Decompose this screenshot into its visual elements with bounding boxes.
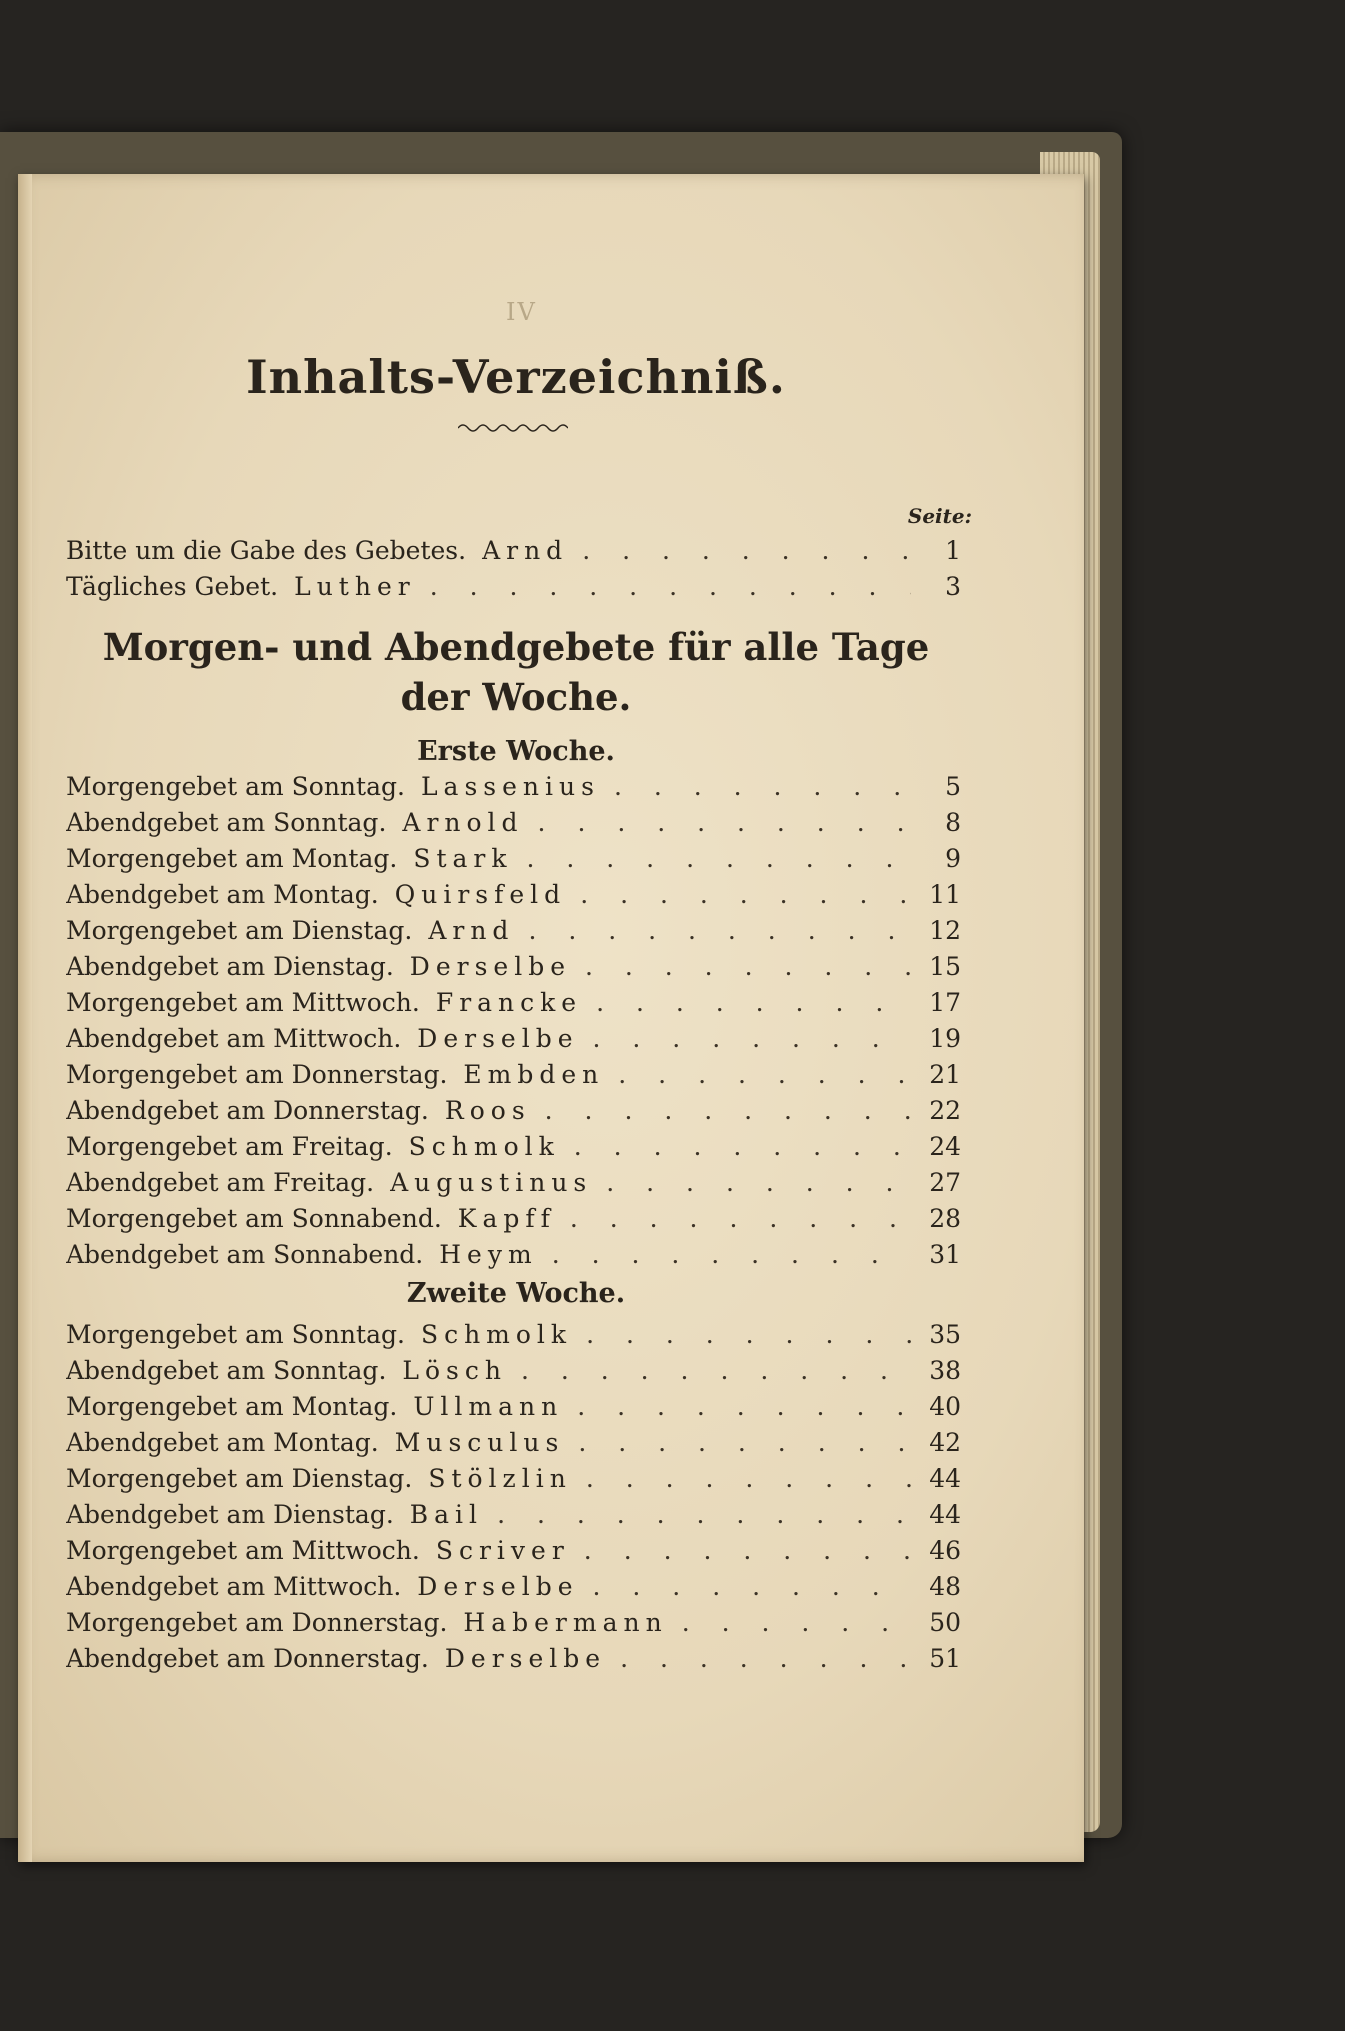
entry-title: Bitte um die Gabe des Gebetes.	[66, 536, 467, 565]
entry-page: 46	[929, 1536, 961, 1565]
leader-dots	[430, 572, 911, 601]
entry-author: Schmolk	[420, 1320, 573, 1349]
entry-author: Bail	[409, 1500, 484, 1529]
toc-entry	[66, 916, 961, 950]
entry-page: 5	[945, 772, 961, 801]
page-title: Inhalts-Verzeichniß.	[246, 350, 786, 404]
entry-author: Scriver	[435, 1536, 570, 1565]
entry-title: Morgengebet am Sonntag.	[66, 1320, 405, 1349]
leader-dots	[528, 916, 911, 945]
leader-dots	[582, 536, 911, 565]
entry-title: Tägliches Gebet.	[66, 572, 279, 601]
entry-author: Augustinus	[390, 1168, 593, 1197]
entry-page: 48	[929, 1572, 961, 1601]
toc-entry	[66, 988, 961, 1022]
entry-title: Abendgebet am Montag.	[66, 880, 379, 909]
page-gutter	[18, 174, 32, 1862]
entry-author: Lassenius	[420, 772, 600, 801]
entry-author: Embden	[463, 1060, 605, 1089]
leader-dots	[682, 1608, 911, 1637]
entry-page: 35	[929, 1320, 961, 1349]
entry-title: Morgengebet am Freitag.	[66, 1132, 393, 1161]
toc-entry	[66, 844, 961, 878]
section-title: Morgen- und Abendgebete für alle Tage der Woche.	[102, 625, 930, 719]
entry-title: Morgengebet am Sonntag.	[66, 772, 405, 801]
toc-entry	[66, 808, 961, 842]
toc-entry	[66, 1356, 961, 1390]
toc-entry	[66, 1572, 961, 1606]
ornament-divider	[458, 422, 568, 434]
entry-title: Abendgebet am Dienstag.	[66, 952, 394, 981]
toc-entry	[66, 772, 961, 806]
entry-author: Kapff	[457, 1204, 556, 1233]
toc-entry	[66, 1240, 961, 1274]
entry-page: 11	[929, 880, 961, 909]
leader-dots	[570, 1204, 911, 1233]
entry-author: Ullmann	[413, 1392, 564, 1421]
toc-entry	[66, 1500, 961, 1534]
leader-dots	[545, 1096, 911, 1125]
leader-dots	[497, 1500, 911, 1529]
entry-title: Abendgebet am Donnerstag.	[66, 1644, 429, 1673]
toc-entry	[66, 1132, 961, 1166]
entry-page: 21	[929, 1060, 961, 1089]
entry-page: 24	[929, 1132, 961, 1161]
entry-author: Arnold	[402, 808, 524, 837]
book-page	[18, 174, 1084, 1862]
entry-page: 22	[929, 1096, 961, 1125]
entry-author: Roos	[444, 1096, 531, 1125]
entry-page: 1	[945, 536, 961, 565]
entry-author: Francke	[435, 988, 583, 1017]
entry-title: Morgengebet am Montag.	[66, 844, 398, 873]
leader-dots	[606, 1168, 911, 1197]
entry-page: 12	[929, 916, 961, 945]
leader-dots	[586, 1464, 911, 1493]
entry-author: Arnd	[482, 536, 569, 565]
entry-page: 44	[929, 1500, 961, 1529]
entry-title: Morgengebet am Mittwoch.	[66, 988, 420, 1017]
leader-dots	[596, 988, 911, 1017]
entry-author: Derselbe	[409, 952, 571, 981]
entry-author: Lösch	[402, 1356, 507, 1385]
entry-page: 19	[929, 1024, 961, 1053]
entry-page: 38	[929, 1356, 961, 1385]
toc-entry	[66, 1428, 961, 1462]
entry-author: Schmolk	[408, 1132, 560, 1161]
toc-entry	[66, 952, 961, 986]
entry-author: Stark	[413, 844, 513, 873]
week-heading: Erste Woche.	[417, 736, 615, 767]
toc-entry	[66, 1536, 961, 1570]
entry-author: Derselbe	[417, 1572, 579, 1601]
entry-page: 42	[929, 1428, 961, 1457]
entry-page: 44	[929, 1464, 961, 1493]
entry-page: 50	[929, 1608, 961, 1637]
entry-title: Morgengebet am Dienstag.	[66, 916, 413, 945]
entry-author: Musculus	[394, 1428, 565, 1457]
week-heading: Zweite Woche.	[406, 1278, 626, 1309]
entry-title: Morgengebet am Montag.	[66, 1392, 398, 1421]
entry-title: Abendgebet am Dienstag.	[66, 1500, 394, 1529]
toc-entry	[66, 1320, 961, 1354]
leader-dots	[614, 772, 911, 801]
leader-dots	[585, 952, 911, 981]
toc-entry	[66, 1608, 961, 1642]
entry-title: Abendgebet am Mittwoch.	[66, 1024, 402, 1053]
toc-entry	[66, 1024, 961, 1058]
leader-dots	[527, 844, 912, 873]
entry-title: Morgengebet am Sonnabend.	[66, 1204, 442, 1233]
page-number: IV	[506, 298, 537, 326]
toc-entry	[66, 536, 961, 570]
entry-title: Abendgebet am Sonntag.	[66, 808, 387, 837]
leader-dots	[584, 1536, 911, 1565]
entry-author: Habermann	[463, 1608, 668, 1637]
leader-dots	[552, 1240, 911, 1269]
entry-author: Arnd	[428, 916, 515, 945]
entry-page: 27	[929, 1168, 961, 1197]
entry-page: 28	[929, 1204, 961, 1233]
leader-dots	[580, 880, 911, 909]
toc-entry	[66, 1392, 961, 1426]
toc-entry	[66, 1204, 961, 1238]
entry-page: 40	[929, 1392, 961, 1421]
entry-title: Abendgebet am Montag.	[66, 1428, 379, 1457]
toc-entry	[66, 1464, 961, 1498]
entry-page: 3	[945, 572, 961, 601]
entry-page: 8	[945, 808, 961, 837]
entry-title: Morgengebet am Dienstag.	[66, 1464, 413, 1493]
leader-dots	[620, 1644, 911, 1673]
entry-page: 9	[945, 844, 961, 873]
entry-author: Stölzlin	[428, 1464, 572, 1493]
leader-dots	[577, 1392, 911, 1421]
entry-author: Luther	[294, 572, 416, 601]
toc-entry	[66, 1060, 961, 1094]
toc-entry	[66, 1096, 961, 1130]
entry-author: Heym	[439, 1240, 538, 1269]
leader-dots	[521, 1356, 911, 1385]
entry-page: 17	[929, 988, 961, 1017]
entry-page: 15	[929, 952, 961, 981]
toc-entry	[66, 1644, 961, 1678]
leader-dots	[593, 1024, 911, 1053]
leader-dots	[593, 1572, 911, 1601]
entry-title: Abendgebet am Sonntag.	[66, 1356, 387, 1385]
toc-entry	[66, 880, 961, 914]
leader-dots	[538, 808, 911, 837]
entry-author: Derselbe	[444, 1644, 607, 1673]
toc-entry	[66, 1168, 961, 1202]
entry-author: Derselbe	[417, 1024, 579, 1053]
leader-dots	[574, 1132, 911, 1161]
entry-title: Abendgebet am Mittwoch.	[66, 1572, 402, 1601]
leader-dots	[578, 1428, 911, 1457]
leader-dots	[618, 1060, 911, 1089]
page-column-label: Seite:	[907, 504, 972, 528]
toc-entry	[66, 572, 961, 606]
entry-title: Abendgebet am Sonnabend.	[66, 1240, 424, 1269]
entry-page: 51	[929, 1644, 961, 1673]
entry-title: Abendgebet am Freitag.	[66, 1168, 375, 1197]
leader-dots	[586, 1320, 911, 1349]
entry-page: 31	[929, 1240, 961, 1269]
entry-title: Morgengebet am Mittwoch.	[66, 1536, 420, 1565]
entry-author: Quirsfeld	[394, 880, 567, 909]
entry-title: Morgengebet am Donnerstag.	[66, 1608, 448, 1637]
entry-title: Abendgebet am Donnerstag.	[66, 1096, 429, 1125]
entry-title: Morgengebet am Donnerstag.	[66, 1060, 448, 1089]
